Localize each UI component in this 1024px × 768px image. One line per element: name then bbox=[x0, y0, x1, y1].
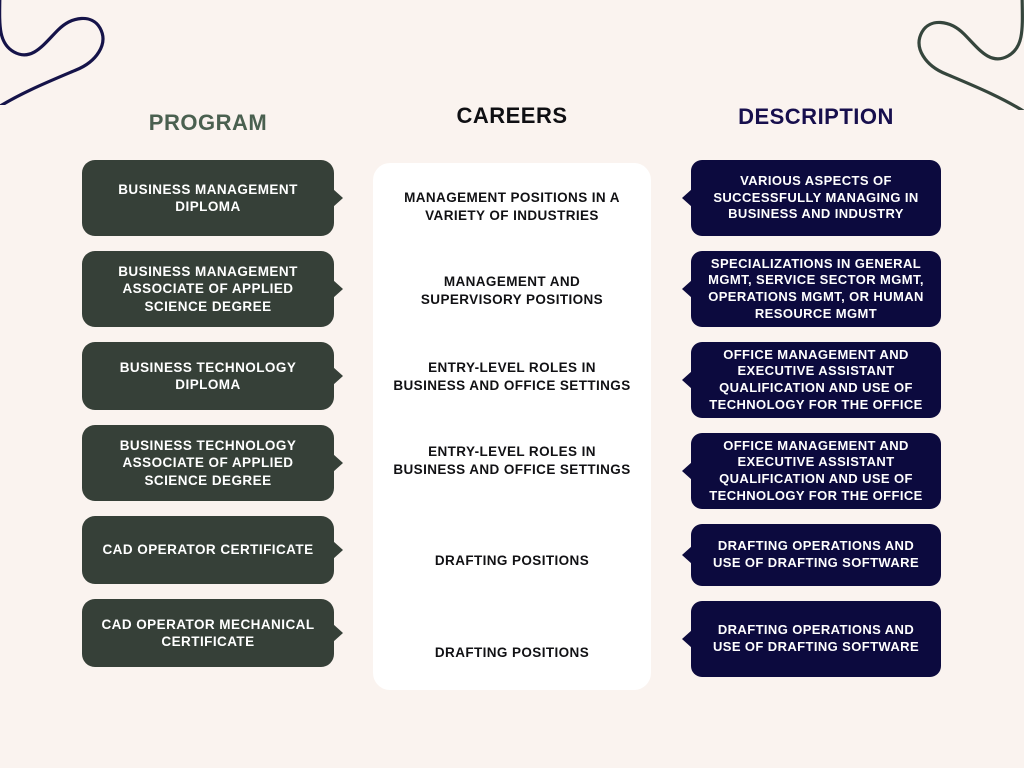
description-box[interactable] bbox=[691, 524, 941, 586]
career-item-label: DRAFTING POSITIONS bbox=[434, 645, 590, 661]
career-item-label: DRAFTING POSITIONS bbox=[434, 553, 590, 569]
career-item-label: MANAGEMENT POSITIONS IN A VARIETY OF INDUSTRIES bbox=[404, 190, 620, 223]
career-item-label: ENTRY-LEVEL ROLES IN BUSINESS AND OFFICE SETTINGS bbox=[393, 444, 631, 477]
program-box-label: BUSINESS TECHNOLOGY DIPLOMA bbox=[119, 359, 297, 392]
description-box-label: VARIOUS ASPECTS OF SUCCESSFULLY MANAGING IN BUSINESS AND INDUSTRY bbox=[713, 173, 919, 222]
arrow-tail-right-icon bbox=[333, 454, 343, 472]
description-box[interactable] bbox=[691, 251, 941, 327]
career-item bbox=[373, 541, 651, 581]
description-box-label: OFFICE MANAGEMENT AND EXECUTIVE ASSISTANT QUALIFICATION AND USE OF TECHNOLOGY FOR THE OFFICE bbox=[709, 437, 923, 503]
description-box-label: DRAFTING OPERATIONS AND USE OF DRAFTING SOFTWARE bbox=[712, 622, 920, 654]
program-box[interactable] bbox=[82, 425, 334, 501]
program-box-label: CAD OPERATOR CERTIFICATE bbox=[102, 542, 314, 558]
column-header-description: DESCRIPTION bbox=[738, 104, 894, 129]
program-box-label: BUSINESS TECHNOLOGY ASSOCIATE OF APPLIED SCIENCE DEGREE bbox=[119, 438, 297, 488]
program-box[interactable] bbox=[82, 516, 334, 584]
arrow-tail-left-icon bbox=[682, 189, 692, 207]
program-box-label: CAD OPERATOR MECHANICAL CERTIFICATE bbox=[101, 616, 315, 649]
arrow-tail-left-icon bbox=[682, 462, 692, 480]
careers-column-card bbox=[373, 163, 651, 690]
description-column bbox=[691, 160, 941, 692]
program-box[interactable] bbox=[82, 251, 334, 327]
column-headers bbox=[0, 0, 1024, 150]
description-box-label: DRAFTING OPERATIONS AND USE OF DRAFTING SOFTWARE bbox=[712, 538, 920, 570]
arrow-tail-right-icon bbox=[333, 280, 343, 298]
program-box-label: BUSINESS MANAGEMENT ASSOCIATE OF APPLIED SCIENCE DEGREE bbox=[118, 264, 298, 314]
arrow-tail-left-icon bbox=[682, 546, 692, 564]
program-box[interactable] bbox=[82, 342, 334, 410]
description-box[interactable] bbox=[691, 160, 941, 236]
arrow-tail-right-icon bbox=[333, 367, 343, 385]
description-box[interactable] bbox=[691, 342, 941, 418]
career-item-label: ENTRY-LEVEL ROLES IN BUSINESS AND OFFICE SETTINGS bbox=[393, 360, 631, 393]
arrow-tail-left-icon bbox=[682, 630, 692, 648]
program-box-label: BUSINESS MANAGEMENT DIPLOMA bbox=[118, 181, 298, 214]
career-item bbox=[373, 263, 651, 319]
career-item bbox=[373, 345, 651, 409]
program-box[interactable] bbox=[82, 599, 334, 667]
program-column bbox=[82, 160, 334, 682]
arrow-tail-right-icon bbox=[333, 541, 343, 559]
arrow-tail-left-icon bbox=[682, 371, 692, 389]
description-box[interactable] bbox=[691, 601, 941, 677]
arrow-tail-left-icon bbox=[682, 280, 692, 298]
career-item-label: MANAGEMENT AND SUPERVISORY POSITIONS bbox=[420, 274, 604, 307]
description-box-label: OFFICE MANAGEMENT AND EXECUTIVE ASSISTANT QUALIFICATION AND USE OF TECHNOLOGY FOR THE OFFICE bbox=[709, 346, 923, 412]
program-box[interactable] bbox=[82, 160, 334, 236]
column-header-careers: CAREERS bbox=[456, 103, 568, 128]
arrow-tail-right-icon bbox=[333, 189, 343, 207]
career-item bbox=[373, 175, 651, 239]
career-item bbox=[373, 433, 651, 489]
column-header-program: PROGRAM bbox=[148, 110, 268, 135]
description-box-label: SPECIALIZATIONS IN GENERAL MGMT, SERVICE SECTOR MGMT, OPERATIONS MGMT, OR HUMAN RESOURCE MGMT bbox=[708, 255, 924, 321]
description-box[interactable] bbox=[691, 433, 941, 509]
career-item bbox=[373, 633, 651, 673]
arrow-tail-right-icon bbox=[333, 624, 343, 642]
